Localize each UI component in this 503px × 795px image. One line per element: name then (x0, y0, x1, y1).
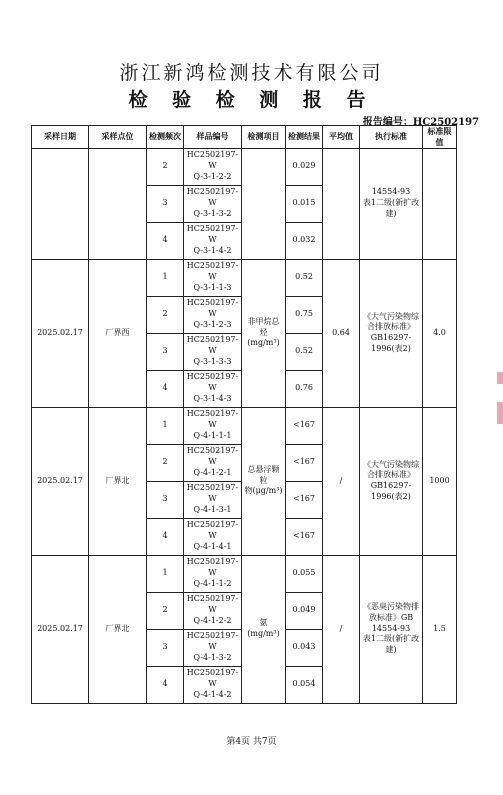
applicable-standard: 《恶臭污染物排放标准》GB 14554-93 表1二级(新扩改建) (360, 555, 423, 703)
test-result: <167 (286, 518, 323, 555)
average-value: 0.64 (323, 259, 360, 407)
average-value: / (323, 407, 360, 555)
sample-number: HC2502197-W Q-4-1-4-2 (184, 666, 242, 703)
test-frequency: 2 (147, 296, 184, 333)
test-frequency: 4 (147, 666, 184, 703)
sampling-date: 2025.02.17 (32, 259, 89, 407)
sample-number: HC2502197-W Q-3-1-4-2 (184, 222, 242, 259)
test-result: 0.029 (286, 148, 323, 185)
sampling-site (89, 148, 147, 259)
sample-number: HC2502197-W Q-4-1-3-2 (184, 629, 242, 666)
test-result: <167 (286, 407, 323, 444)
test-frequency: 4 (147, 222, 184, 259)
sample-number: HC2502197-W Q-3-1-3-3 (184, 333, 242, 370)
average-value (323, 148, 360, 259)
applicable-standard: 《大气污染物综合排放标准》 GB16297-1996(表2) (360, 407, 423, 555)
test-frequency: 3 (147, 481, 184, 518)
sampling-site: 厂界北 (89, 555, 147, 703)
test-frequency: 3 (147, 185, 184, 222)
company-name: 浙江新鸿检测技术有限公司 (119, 62, 384, 84)
standard-limit: 1000 (423, 407, 457, 555)
standard-limit: 4.0 (423, 259, 457, 407)
test-item (242, 148, 286, 259)
column-header: 采样点位 (89, 126, 147, 149)
test-result: 0.52 (286, 333, 323, 370)
table-header-row (32, 126, 457, 149)
applicable-standard: 《大气污染物综合排放标准》 GB16297-1996(表2) (360, 259, 423, 407)
test-item: 非甲烷总烃 (mg/m³) (242, 259, 286, 407)
test-item: 氨(mg/m³) (242, 555, 286, 703)
test-result: 0.054 (286, 666, 323, 703)
table-row (32, 407, 457, 444)
standard-limit (423, 148, 457, 259)
sample-number: HC2502197-W Q-4-1-2-1 (184, 444, 242, 481)
test-frequency: 3 (147, 629, 184, 666)
test-result: 0.015 (286, 185, 323, 222)
average-value: / (323, 555, 360, 703)
test-frequency: 4 (147, 370, 184, 407)
test-frequency: 4 (147, 518, 184, 555)
test-frequency: 2 (147, 592, 184, 629)
sample-number: HC2502197-W Q-4-1-2-2 (184, 592, 242, 629)
test-frequency: 2 (147, 444, 184, 481)
table-row (32, 259, 457, 296)
standard-limit: 1.5 (423, 555, 457, 703)
test-result: 0.032 (286, 222, 323, 259)
sample-number: HC2502197-W Q-3-1-1-3 (184, 259, 242, 296)
sample-number: HC2502197-W Q-4-1-4-1 (184, 518, 242, 555)
column-header: 检测结果 (286, 126, 323, 149)
test-frequency: 1 (147, 407, 184, 444)
test-result: 0.043 (286, 629, 323, 666)
sample-number: HC2502197-W Q-3-1-2-3 (184, 296, 242, 333)
test-result: 0.049 (286, 592, 323, 629)
sample-number: HC2502197-W Q-3-1-4-3 (184, 370, 242, 407)
test-frequency: 1 (147, 259, 184, 296)
test-frequency: 2 (147, 148, 184, 185)
sampling-date (32, 148, 89, 259)
sample-number: HC2502197-W Q-4-1-3-1 (184, 481, 242, 518)
column-header: 检测项目 (242, 126, 286, 149)
column-header: 检测频次 (147, 126, 184, 149)
column-header: 标准限值 (423, 126, 457, 149)
column-header: 执行标准 (360, 126, 423, 149)
page-footer: 第4页 共7页 (226, 737, 277, 747)
report-title: 检 验 检 测 报 告 (128, 89, 375, 111)
sample-number: HC2502197-W Q-3-1-2-2 (184, 148, 242, 185)
sample-number: HC2502197-W Q-4-1-1-1 (184, 407, 242, 444)
column-header: 平均值 (323, 126, 360, 149)
test-result: 0.055 (286, 555, 323, 592)
binding-edge-mark (497, 402, 503, 424)
test-item: 总悬浮颗粒 物(μg/m³) (242, 407, 286, 555)
test-frequency: 1 (147, 555, 184, 592)
sampling-site: 厂界北 (89, 407, 147, 555)
table-row (32, 148, 457, 185)
sample-number: HC2502197-W Q-4-1-1-2 (184, 555, 242, 592)
binding-edge-mark (497, 372, 503, 384)
test-result: 0.75 (286, 296, 323, 333)
sample-number: HC2502197-W Q-3-1-3-2 (184, 185, 242, 222)
sampling-date: 2025.02.17 (32, 407, 89, 555)
table-row (32, 555, 457, 592)
test-result: 0.76 (286, 370, 323, 407)
sampling-site: 厂界西 (89, 259, 147, 407)
test-result: <167 (286, 481, 323, 518)
column-header: 采样日期 (32, 126, 89, 149)
applicable-standard: 14554-93 表1二级(新扩改建) (360, 148, 423, 259)
test-result: 0.52 (286, 259, 323, 296)
results-table (31, 125, 457, 704)
column-header: 样品编号 (184, 126, 242, 149)
report-number: 报告编号：HC2502197 (362, 117, 479, 128)
test-result: <167 (286, 444, 323, 481)
test-frequency: 3 (147, 333, 184, 370)
sampling-date: 2025.02.17 (32, 555, 89, 703)
